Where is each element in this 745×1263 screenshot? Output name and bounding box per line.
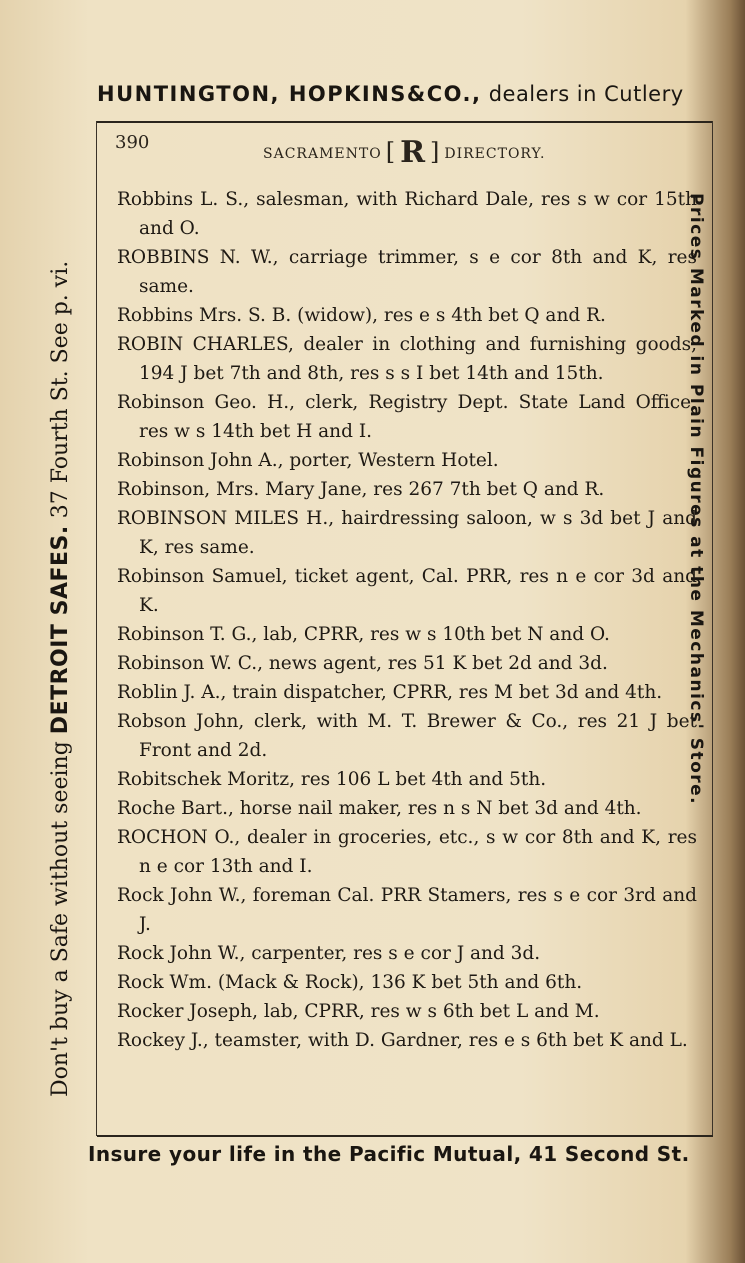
left-ad-caps: DETROIT SAFES. [48,525,73,735]
bottom-rule [97,1135,713,1137]
directory-entry: ROCHON O., dealer in groceries, etc., s w cor 8th and K, res n e cor 13th and I. [117,827,697,877]
directory-entry: Roblin J. A., train dispatcher, CPRR, res M bet 3d and 4th. [117,682,663,703]
directory-entry: Robinson T. G., lab, CPRR, res w s 10th bet N and O. [117,624,610,645]
directory-entry: ROBBINS N. W., carriage trimmer, s e cor 8th and K, res same. [117,247,697,297]
directory-entry: Robbins Mrs. S. B. (widow), res e s 4th bet Q and R. [117,305,606,326]
top-rule [97,121,713,123]
directory-entry: Roche Bart., horse nail maker, res n s N bet 3d and 4th. [117,798,642,819]
directory-entry: Rocker Joseph, lab, CPRR, res w s 6th bet L and M. [117,1001,600,1022]
left-frame-line [96,121,97,1136]
directory-entry: Robinson Samuel, ticket agent, Cal. PRR, res n e cor 3d and K. [117,566,697,616]
directory-entry: Robitschek Moritz, res 106 L bet 4th and 5th. [117,769,547,790]
directory-entry: Rockey J., teamster, with D. Gardner, res e s 6th bet K and L. [117,1030,688,1051]
left-side-advertisement [48,157,73,1097]
directory-entry: ROBINSON MILES H., hairdressing saloon, w s 3d bet J and K, res same. [117,508,697,558]
top-ad-company: HUNTINGTON, HOPKINS&CO., [97,82,482,106]
header-city: SACRAMENTO [263,146,382,162]
directory-entry: Rock Wm. (Mack & Rock), 136 K bet 5th and 6th. [117,972,583,993]
header-bracket-close: ] [430,138,441,166]
left-ad-part1: Don't buy a Safe without seeing [48,741,73,1097]
header-letter: R [400,135,426,170]
directory-entries [117,185,697,1055]
bottom-advertisement: Insure your life in the Pacific Mutual, 41 Second St. [88,1142,690,1166]
right-side-advertisement: Prices Marked in Plain Figures at the Mechanics' Store. [686,193,706,806]
header-title [263,131,546,170]
directory-entry: ROBIN CHARLES, dealer in clothing and furnishing goods, 194 J bet 7th and 8th, res s s I bet 14th and 15th. [117,334,697,384]
top-ad-text: dealers in Cutlery [488,82,684,106]
directory-entry: Robinson, Mrs. Mary Jane, res 267 7th bet Q and R. [117,479,605,500]
left-ad-part2: 37 Fourth St. See p. vi. [48,260,73,519]
directory-entry: Rock John W., foreman Cal. PRR Stamers, res s e cor 3rd and J. [117,885,697,935]
directory-entry: Rock John W., carpenter, res s e cor J and 3d. [117,943,541,964]
right-frame-line [712,121,713,1136]
directory-entry: Robinson John A., porter, Western Hotel. [117,450,499,471]
directory-entry: Robson John, clerk, with M. T. Brewer & Co., res 21 J bet Front and 2d. [117,711,697,761]
top-advertisement [97,82,722,106]
directory-entry: Robbins L. S., salesman, with Richard Dale, res s w cor 15th and O. [117,189,697,239]
running-header [115,131,705,170]
directory-entry: Robinson W. C., news agent, res 51 K bet 2d and 3d. [117,653,608,674]
header-bracket-open: [ [385,138,397,166]
page-number: 390 [115,132,150,153]
directory-entry: Robinson Geo. H., clerk, Registry Dept. State Land Office, res w s 14th bet H and I. [117,392,697,442]
header-label: DIRECTORY. [444,146,546,162]
